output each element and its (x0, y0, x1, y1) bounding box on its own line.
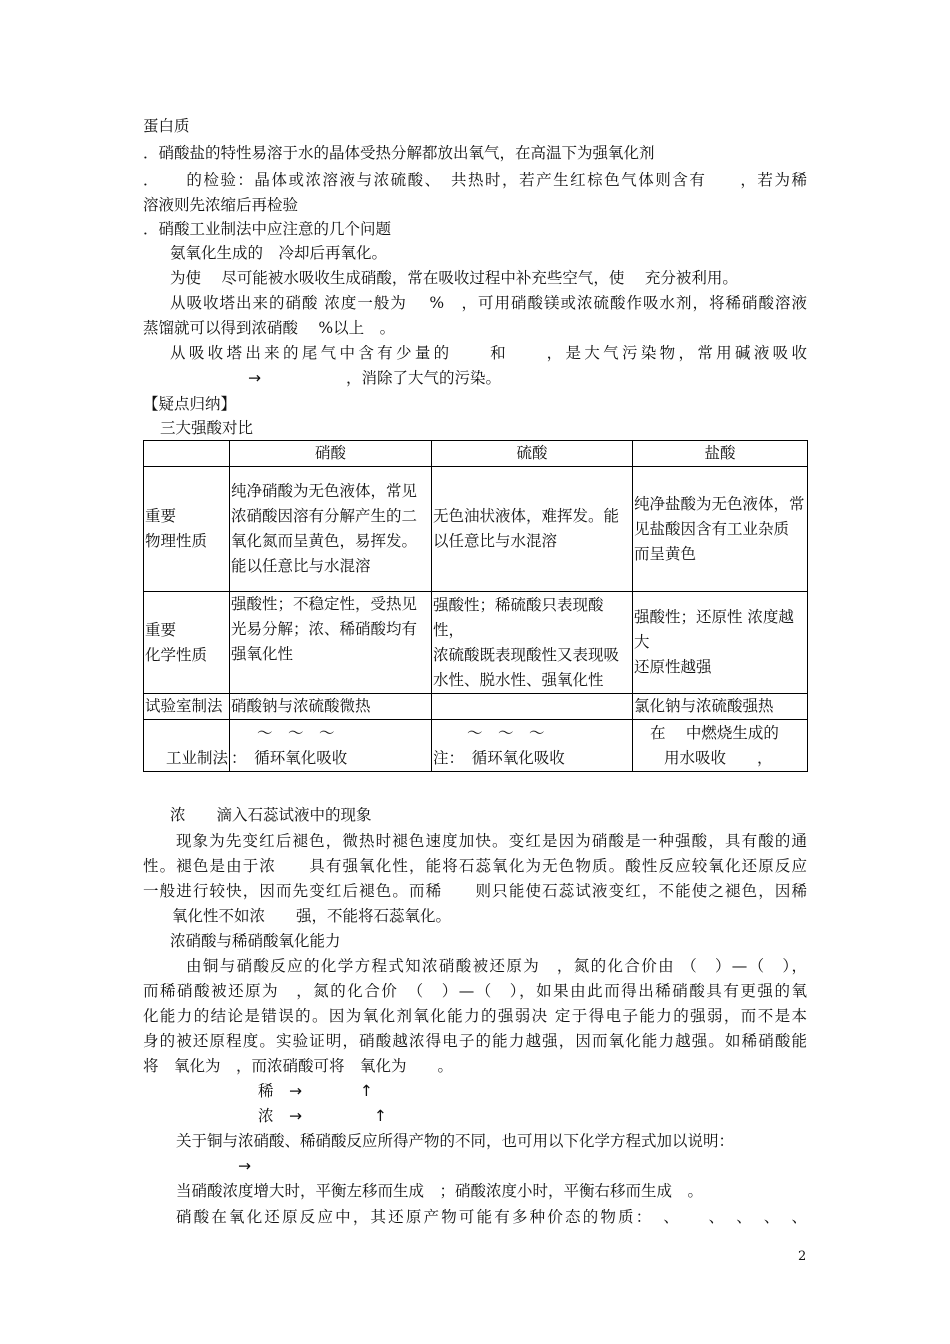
row-label-physical: 重要 物理性质 (144, 467, 230, 592)
para-oxid-line5: 将 氧化为 ，而浓硝酸可将 氧化为 。 (143, 1057, 454, 1075)
table-header-h2so4: 硫酸 (432, 441, 633, 467)
three-acids-table (143, 440, 821, 772)
subheading-litmus: 浓 滴入石蕊试液中的现象 (170, 806, 372, 824)
cell-h2so4-physical: 无色油状液体，难挥发。能以任意比与水混溶 (432, 467, 633, 592)
text-line-6: 为使 尽可能被水吸收生成硝酸，常在吸收过程中补充些空气，使 充分被利用。 (170, 269, 738, 287)
row-label-industrial: 工业制法 (144, 720, 230, 772)
cell-hcl-chemical: 强酸性；还原性 浓度越大 还原性越强 (633, 592, 808, 694)
arrow-right-icon: → (248, 369, 261, 387)
arrow-right-icon: → (289, 1082, 302, 1100)
para-litmus-line1: 现象为先变红后褪色，微热时褪色速度加快。变红是因为硝酸是一种强酸，具有酸的通 (176, 832, 807, 850)
cell-h2so4-industrial-line2: 注： 循环氧化吸收 (433, 748, 565, 767)
para-reduction-products: 硝酸在氧化还原反应中，其还原产物可能有多种价态的物质： 、 、 、 、 、 (176, 1208, 807, 1226)
cell-hno3-industrial (230, 720, 432, 772)
para-litmus-line4: 氧化性不如浓 强，不能将石蕊氧化。 (172, 907, 452, 925)
arrow-up-icon: ↑ (374, 1107, 387, 1125)
page-number: 2 (798, 1249, 807, 1264)
table-row (144, 694, 808, 720)
text-line-5: 氨氧化生成的 冷却后再氧化。 (170, 244, 388, 262)
para-equilibrium: 当硝酸浓度增大时，平衡左移而生成 ；硝酸浓度小时，平衡右移而生成 。 (176, 1182, 704, 1200)
cell-h2so4-industrial-line1: ～ ～ ～ (467, 723, 545, 742)
equation-conc-label: 浓 (258, 1107, 274, 1125)
table-header-hno3: 硝酸 (230, 441, 432, 467)
para-litmus-line3: 一般进行较快，因而先变红后褪色。而稀 则只能使石蕊试液变红，不能使之褪色，因稀 (143, 882, 807, 900)
para-products-intro: 关于铜与浓硝酸、稀硝酸反应所得产物的不同，也可用以下化学方程式加以说明： (176, 1132, 735, 1150)
section-heading-three-acids: 三大强酸对比 (160, 419, 254, 437)
text-line-7b: 蒸馏就可以得到浓硝酸 %以上 。 (143, 319, 396, 337)
cell-hcl-industrial-line2: 用水吸收 ， (664, 748, 773, 767)
cell-hcl-industrial-line1: 在 中燃烧生成的 (650, 723, 779, 742)
text-line-8a: 从吸收塔出来的尾气中含有少量的 和 ，是大气污染物，常用碱液吸收 (170, 344, 807, 362)
para-oxid-line1: 由铜与硝酸反应的化学方程式知浓硝酸被还原为 ，氮的化合价由 （ ）—（ ）， (186, 957, 807, 975)
table-row (144, 720, 808, 772)
subheading-oxidizing: 浓硝酸与稀硝酸氧化能力 (170, 932, 341, 950)
cell-hno3-industrial-line1: ～ ～ ～ (257, 723, 335, 742)
section-heading-doubts: 【疑点归纳】 (143, 395, 237, 413)
para-oxid-line4: 身的被还原程度。实验证明，硝酸越浓得电子的能力越强，因而氧化能力越强。如稀硝酸能 (143, 1032, 807, 1050)
cell-hno3-industrial-line2: ： 循环氧化吸收 (231, 748, 348, 767)
cell-h2so4-chemical: 强酸性；稀硫酸只表现酸性， 浓硫酸既表现酸性又表现吸水性、脱水性、强氧化性 (432, 592, 633, 694)
cell-h2so4-industrial (432, 720, 633, 772)
table-header-row (144, 441, 808, 467)
table-header-empty (144, 441, 230, 467)
table-header-hcl: 盐酸 (633, 441, 808, 467)
arrow-right-icon: → (238, 1157, 251, 1175)
text-line-2: ．硝酸盐的特性易溶于水的晶体受热分解都放出氧气，在高温下为强氧化剂 (143, 144, 655, 162)
row-label-chemical: 重要 化学性质 (144, 592, 230, 694)
para-litmus-line2: 性。褪色是由于浓 具有强氧化性，能将石蕊氧化为无色物质。酸性反应较氧化还原反应 (143, 857, 807, 875)
cell-hno3-physical: 纯净硝酸为无色液体，常见浓硝酸因溶有分解产生的二氧化氮而呈黄色，易挥发。能以任意比与水混溶 (230, 467, 432, 592)
text-line-3b: 溶液则先浓缩后再检验 (143, 196, 299, 214)
arrow-right-icon: → (289, 1107, 302, 1125)
row-label-lab-prep: 试验室制法 (144, 694, 230, 720)
cell-hno3-lab-prep: 硝酸钠与浓硫酸微热 (230, 694, 432, 720)
cell-hcl-industrial (633, 720, 808, 772)
cell-hcl-lab-prep: 氯化钠与浓硫酸强热 (633, 694, 808, 720)
para-oxid-line3: 化能力的结论是错误的。因为氧化剂氧化能力的强弱决 定于得电子能力的强弱，而不是本 (143, 1007, 807, 1025)
cell-h2so4-lab-prep (432, 694, 633, 720)
text-line-8b: ，消除了大气的污染。 (346, 369, 502, 387)
text-line-3a: ． 的检验：晶体或浓溶液与浓硫酸、 共热时，若产生红棕色气体则含有 ，若为稀 (143, 171, 807, 189)
text-line-4: ．硝酸工业制法中应注意的几个问题 (143, 220, 392, 238)
para-oxid-line2: 而稀硝酸被还原为 ，氮的化合价 （ ）—（ ），如果由此而得出稀硝酸具有更强的氧 (143, 982, 807, 1000)
equation-dilute-label: 稀 (258, 1082, 274, 1100)
cell-hno3-chemical: 强酸性；不稳定性，受热见光易分解；浓、稀硝酸均有强氧化性 (230, 592, 432, 694)
cell-hcl-physical: 纯净盐酸为无色液体，常见盐酸因含有工业杂质 而呈黄色 (633, 467, 808, 592)
text-line-7a: 从吸收塔出来的硝酸 浓度一般为 % ，可用硝酸镁或浓硫酸作吸水剂，将稀硝酸溶液 (170, 294, 807, 312)
table-row (144, 592, 808, 694)
table-row (144, 467, 808, 592)
arrow-up-icon: ↑ (360, 1082, 373, 1100)
text-line-1: 蛋白质 (143, 117, 190, 135)
